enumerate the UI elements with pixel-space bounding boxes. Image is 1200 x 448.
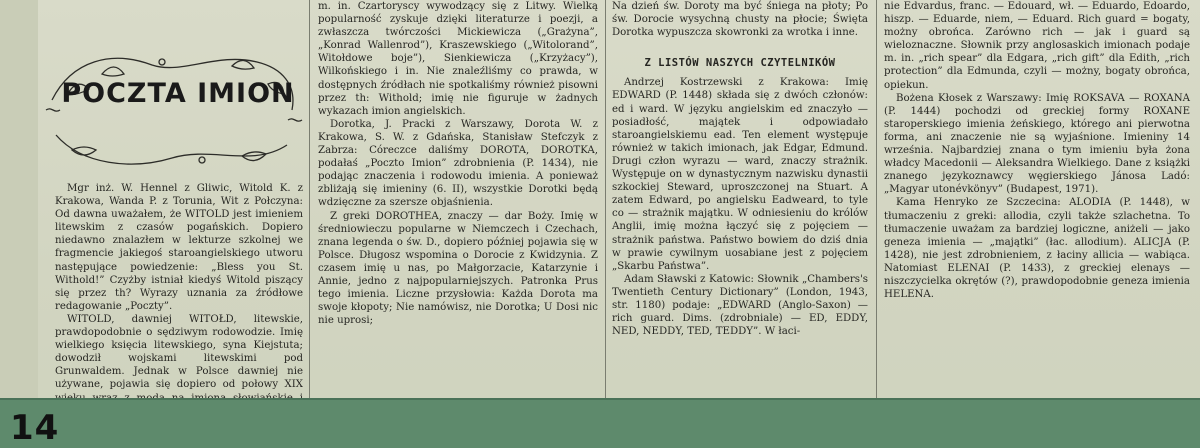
- paragraph: WITOLD, dawniej WITOŁD, litewskie, prawdopodobnie o sędziwym rodowodzie. Imię wielkiego księcia litewskiego, syna Kiejstuta; dowodził wojskami litewskimi pod Grunwaldem. Jednak w Polsce dawniej nie używane, pojawia się dopiero od połowy XIX: [55, 313, 303, 391]
- paragraph: Kama Henryko ze Szczecina: ALODIA (P. 1448), w tłumaczeniu z greki: allodia, czyli także szlachetna. To tłumaczenie uważam za bardziej logiczne, aniżeli — jako geneza imienia — „majątki” (łac. allodium). ALICJA (P. 1428), nie jest zdrobnieniem, z łaciny allicia — wabiąca. Natomiast ELENAI (P. 1433), z greckiej elenays — niszczycielka okrętów (?), prawdopodobnie geneza imienia HELENA.: [884, 197, 1190, 301]
- column-3: [612, 0, 868, 398]
- paragraph: Mgr inż. W. Hennel z Gliwic, Witold K. z Krakowa, Wanda P. z Torunia, Wit z Połczyna: Od dawna uważałem, że WITOLD jest imieniem litewskim z czasów pogańskich. Dopiero niedawno znalazłem w lekturze szkolnej we fragmencie jakiegoś staroangielskiego utworu następujące powiedzenie: „Bless you St. Withold!” Czyżby istniał kiedyś Witold piszący się przez th? Wyrazy uznania za źródłowe redagowanie „Poczty”.: [55, 183, 303, 312]
- paragraph: Z greki DOROTHEA, znaczy — dar Boży. Imię w średniowieczu popularne w Niemczech i Czechach, znana legenda o św. D., dopiero później pojawia się w Polsce. Długosz wspomina o Dorocie z Kwidzynia. Z czasem imię u nas, po Małgorzacie, Katarzynie i Annie, jedno z najpopularniejszych. Patronka Prus tego imienia. Liczne przysłowia: Każda Dorota ma swoje kłopoty; Nie namówisz, nie Dorotka; U Dosi nic nie uprosi;: [318, 210, 598, 327]
- paragraph: Bożena Kłosek z Warszawy: Imię ROKSAVA — ROXANA (P. 1444) pochodzi od greckiej formy ROXANE staroperskiego imienia żeńskiego, którego ani pierwotna forma, ani znaczenie nie są wyjaśnione. Imieniny 14 września. Najbardziej znana o tym imieniu była żona władcy Macedonii — Aleksandra Wielkiego. Dane z książki znanego językoznawcy węgierskiego Jánosa Ladó: „Magyar utonévkönyv” (Budapest, 1971).: [884, 92, 1190, 196]
- footer-band: [0, 398, 1200, 448]
- paragraph: Andrzej Kostrzewski z Krakowa: Imię EDWARD (P. 1448) składa się z dwóch członów: ed i ward. W języku angielskim ed znaczyło — posiadłość, majątek i odpowiadało staroangielskiemu ead. Ten element występuje również w takich imionach, jak Edgar, Edmund. Drugi człon wyrazu — ward, znaczy strażnik. Występuje on w dynastycznym nazwisku dynastii szkockiej Steward, uproszczonej na Stuart. A zatem Edward, po angielsku Eadweard, to tyle co — strażnik majątku. W odniesieniu do królów Anglii, imię można łączyć się z pojęciem — strażnik państwa. Państwo bowiem do dziś dnia w prawie cywilnym uosabiane jest z pojęciem „Skarbu Państwa”.: [612, 77, 868, 272]
- paragraph: nie Edvardus, franc. — Edouard, wł. — Eduardo, Edoardo, hiszp. — Eduarde, niem, — Eduard. Rich guard = bogaty, możny obrońca. Zarówno rich — jak i guard są wieloznaczne. Słownik przy anglosaskich imionach podaje m. in. „rich spear” dla Edgara, „rich gift” dla Edith, „rich protection” dla Edmunda, czyli — możny, bogaty obrońca, opiekun.: [884, 1, 1190, 91]
- column-2: [318, 0, 598, 398]
- column-rule: [309, 0, 310, 398]
- column-rule: [605, 0, 606, 398]
- column-title: POCZTA IMION: [61, 78, 295, 109]
- left-margin-band: [0, 0, 38, 398]
- paragraph: Na dzień św. Doroty ma być śniega na płoty; Po św. Dorocie wysychną chusty na płocie; Święta Dorotka wypuszcza skowronki za wrotka i inne.: [612, 1, 868, 39]
- column-1: [55, 182, 303, 398]
- title-ornament: [42, 40, 304, 178]
- page-number: 14: [10, 408, 60, 448]
- column-4: [884, 0, 1190, 398]
- paragraph: m. in. Czartoryscy wywodzący się z Litwy. Wielką popularność zyskuje dzięki literaturze i poezji, a zwłaszcza twórczości Mickiewicza („Grażyna”, „Konrad Wallenrod”), Kraszewskiego („Witolorand”, Witołdowe boje”), Sienkiewicza („Krzyżacy”), Wilkońskiego i in. Nie znaleźliśmy co prawda, w dostępnych źródłach nie spotkaliśmy również pisowni przez th: Withold; imię nie figuruje w żadnych wykazach imion angielskich.: [318, 1, 598, 117]
- section-heading: Z LISTÓW NASZYCH CZYTELNIKÓW: [644, 57, 836, 70]
- paragraph: Dorotka, J. Pracki z Warszawy, Dorota W. z Krakowa, S. W. z Gdańska, Stanisław Stefczyk z Zabrza: Córeczce daliśmy DOROTA, DOROTKA, podałaś „Poczto Imion” zdrobnienia (P. 1434), nie podając znaczenia i rodowodu imienia. A ponieważ zbliżają się imieniny (6. II), wszystkie Dorotki będą wdzięczne za szersze objaśnienia.: [318, 118, 598, 209]
- paragraph: Adam Sławski z Katowic: Słownik „Chambers's Twentieth Century Dictionary” (London, 1943, str. 1180) podaje: „EDWARD (Anglo-Saxon) — rich guard. Dims. (zdrobniale) — ED, EDDY, NED, NEDDY, TED, TEDDY”. W łaci-: [612, 273, 868, 338]
- column-rule: [876, 0, 877, 398]
